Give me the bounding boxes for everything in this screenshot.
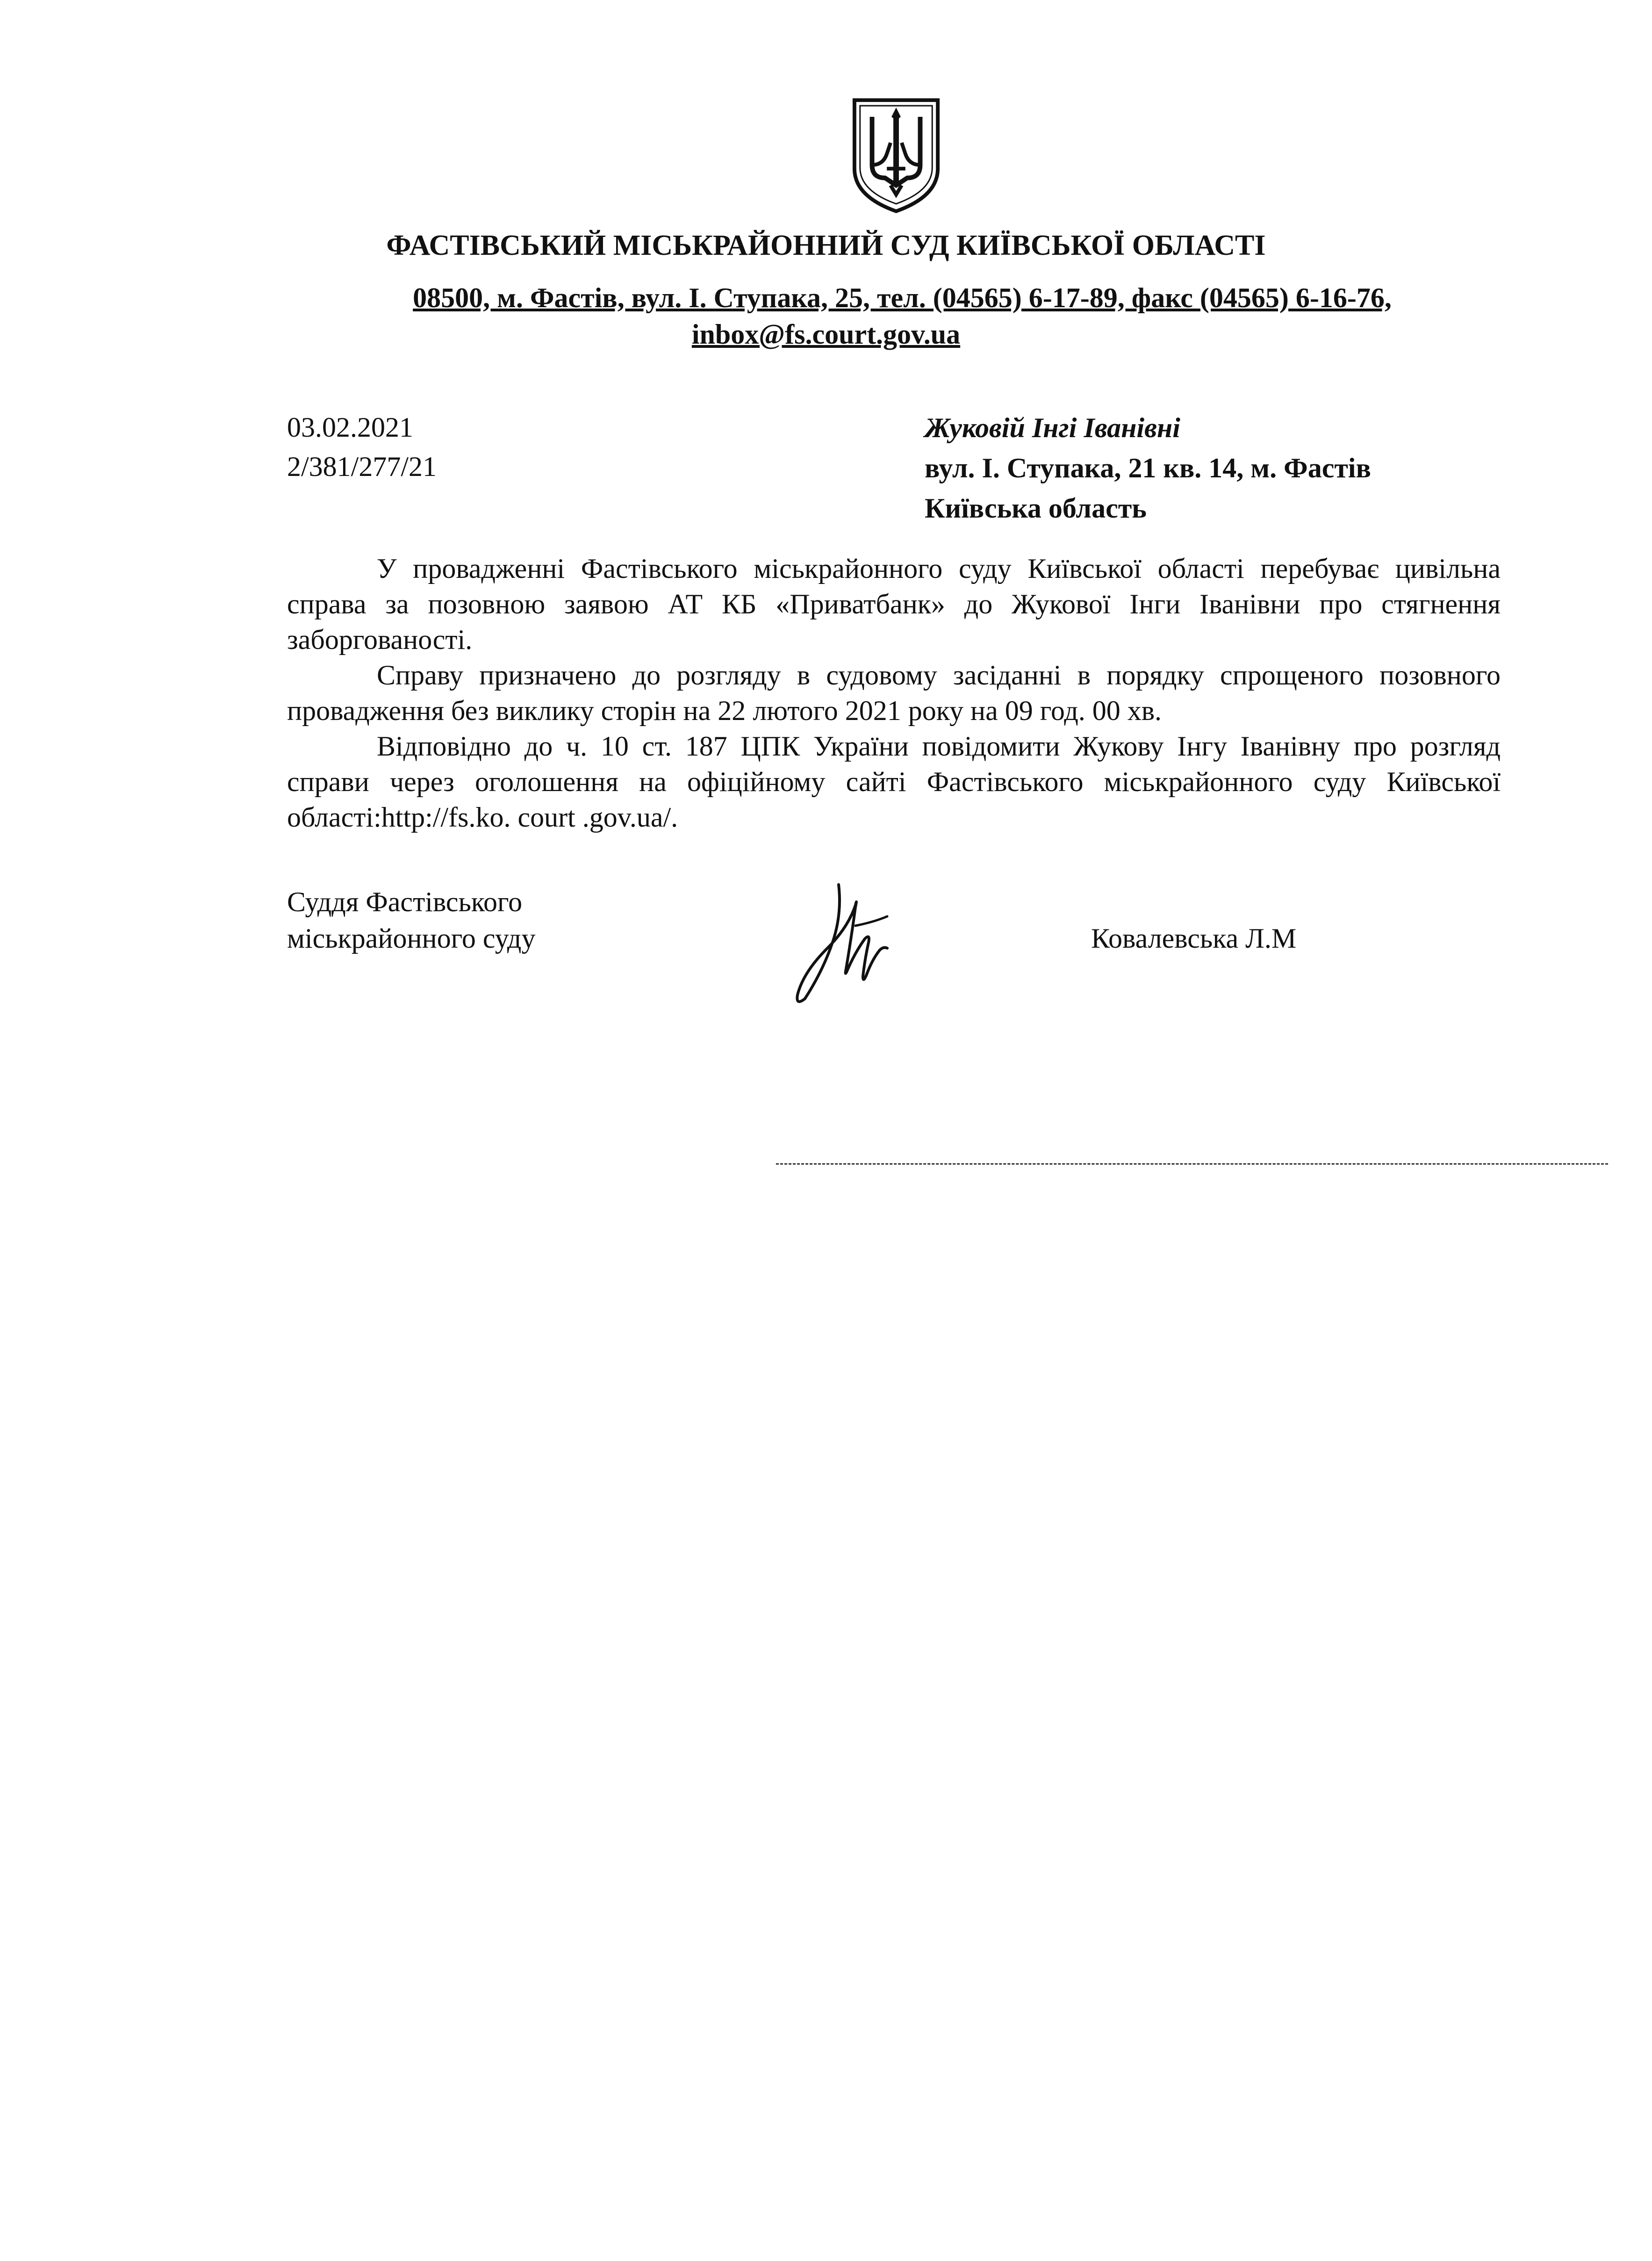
judge-position-line: міськрайонного суду [287, 923, 536, 954]
divider [776, 1163, 1608, 1165]
document-date: 03.02.2021 [287, 412, 413, 443]
judge-name: Ковалевська Л.М [1091, 923, 1297, 954]
judge-position [287, 884, 535, 957]
addressee-region: Київська область [925, 493, 1147, 524]
court-address: 08500, м. Фастів, вул. І. Ступака, 25, тел. (04565) 6-17-89, факс (04565) 6-16-76, [413, 282, 1392, 313]
letter-body [287, 551, 1501, 835]
court-email: inbox@fs.court.gov.ua [691, 319, 961, 350]
body-paragraph: У провадженні Фастівського міськрайонного суду Київської області перебуває цивільна справа за позовною заявою АТ КБ «Приватбанк» до Жукової Інги Іванівни про стягнення заборгованості. [287, 553, 1501, 655]
handwritten-signature [790, 879, 912, 1010]
trident-coat-of-arms-icon [850, 96, 942, 215]
body-paragraph: Відповідно до ч. 10 ст. 187 ЦПК України повідомити Жукову Інгу Іванівну про розгляд справи через оголошення на офіційному сайті Фастівського міськрайонного суду Київської області:http://fs.ko. court .gov.ua/. [287, 731, 1501, 833]
addressee-street: вул. І. Ступака, 21 кв. 14, м. Фастів [925, 453, 1371, 483]
addressee-block [925, 408, 1371, 528]
court-name: ФАСТІВСЬКИЙ МІСЬКРАЙОННИЙ СУД КИЇВСЬКОЇ ОБЛАСТІ [386, 230, 1266, 261]
document-meta [287, 408, 437, 486]
document-number: 2/381/277/21 [287, 451, 437, 482]
addressee-name: Жуковій Інгі Іванівні [925, 412, 1180, 443]
judge-position-line: Суддя Фастівського [287, 886, 523, 917]
body-paragraph: Справу призначено до розгляду в судовому засіданні в порядку спрощеного позовного провадження без виклику сторін на 22 лютого 2021 року на 09 год. 00 хв. [287, 660, 1501, 726]
